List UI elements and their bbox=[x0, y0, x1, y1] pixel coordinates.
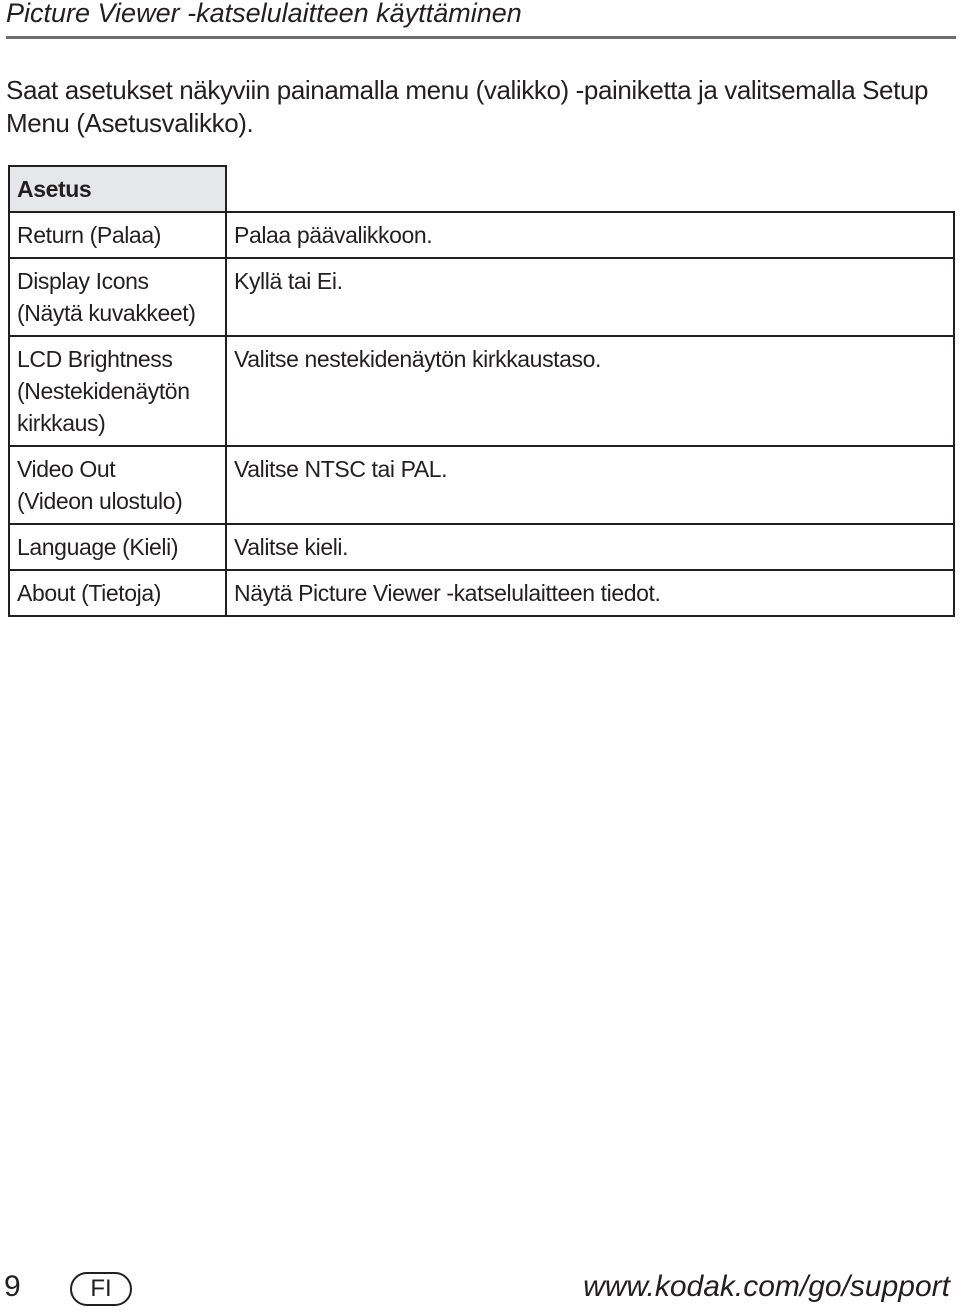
table-row bbox=[9, 524, 954, 570]
column-header-setting: Asetus bbox=[9, 166, 226, 212]
setting-description: Valitse nestekidenäytön kirkkaustaso. bbox=[226, 336, 954, 446]
table-header-row bbox=[9, 166, 954, 212]
table-row bbox=[9, 212, 954, 258]
support-url: www.kodak.com/go/support bbox=[583, 1270, 950, 1303]
setting-description: Valitse kieli. bbox=[226, 524, 954, 570]
column-header-blank bbox=[226, 166, 954, 212]
setting-description: Valitse NTSC tai PAL. bbox=[226, 446, 954, 524]
table-row bbox=[9, 258, 954, 336]
header-divider bbox=[6, 36, 956, 39]
setting-name: Return (Palaa) bbox=[9, 212, 226, 258]
page-number: 9 bbox=[4, 1270, 21, 1303]
intro-paragraph: Saat asetukset näkyviin painamalla menu (valikko) -painiketta ja valitsemalla Setup Menu (Asetusvalikko). bbox=[6, 75, 929, 138]
setting-name: About (Tietoja) bbox=[9, 570, 226, 616]
setting-name: Display Icons (Näytä kuvakkeet) bbox=[9, 258, 226, 336]
language-badge: FI bbox=[70, 1272, 132, 1306]
setting-description: Palaa päävalikkoon. bbox=[226, 212, 954, 258]
table-row bbox=[9, 446, 954, 524]
setting-description: Kyllä tai Ei. bbox=[226, 258, 954, 336]
page-title: Picture Viewer -katselulaitteen käyttäminen bbox=[6, 0, 522, 28]
table-row bbox=[9, 570, 954, 616]
setting-description: Näytä Picture Viewer -katselulaitteen tiedot. bbox=[226, 570, 954, 616]
table-row bbox=[9, 336, 954, 446]
setting-name: LCD Brightness (Nestekidenäytön kirkkaus) bbox=[9, 336, 226, 446]
setting-name: Language (Kieli) bbox=[9, 524, 226, 570]
settings-table bbox=[8, 165, 955, 617]
setting-name: Video Out (Videon ulostulo) bbox=[9, 446, 226, 524]
